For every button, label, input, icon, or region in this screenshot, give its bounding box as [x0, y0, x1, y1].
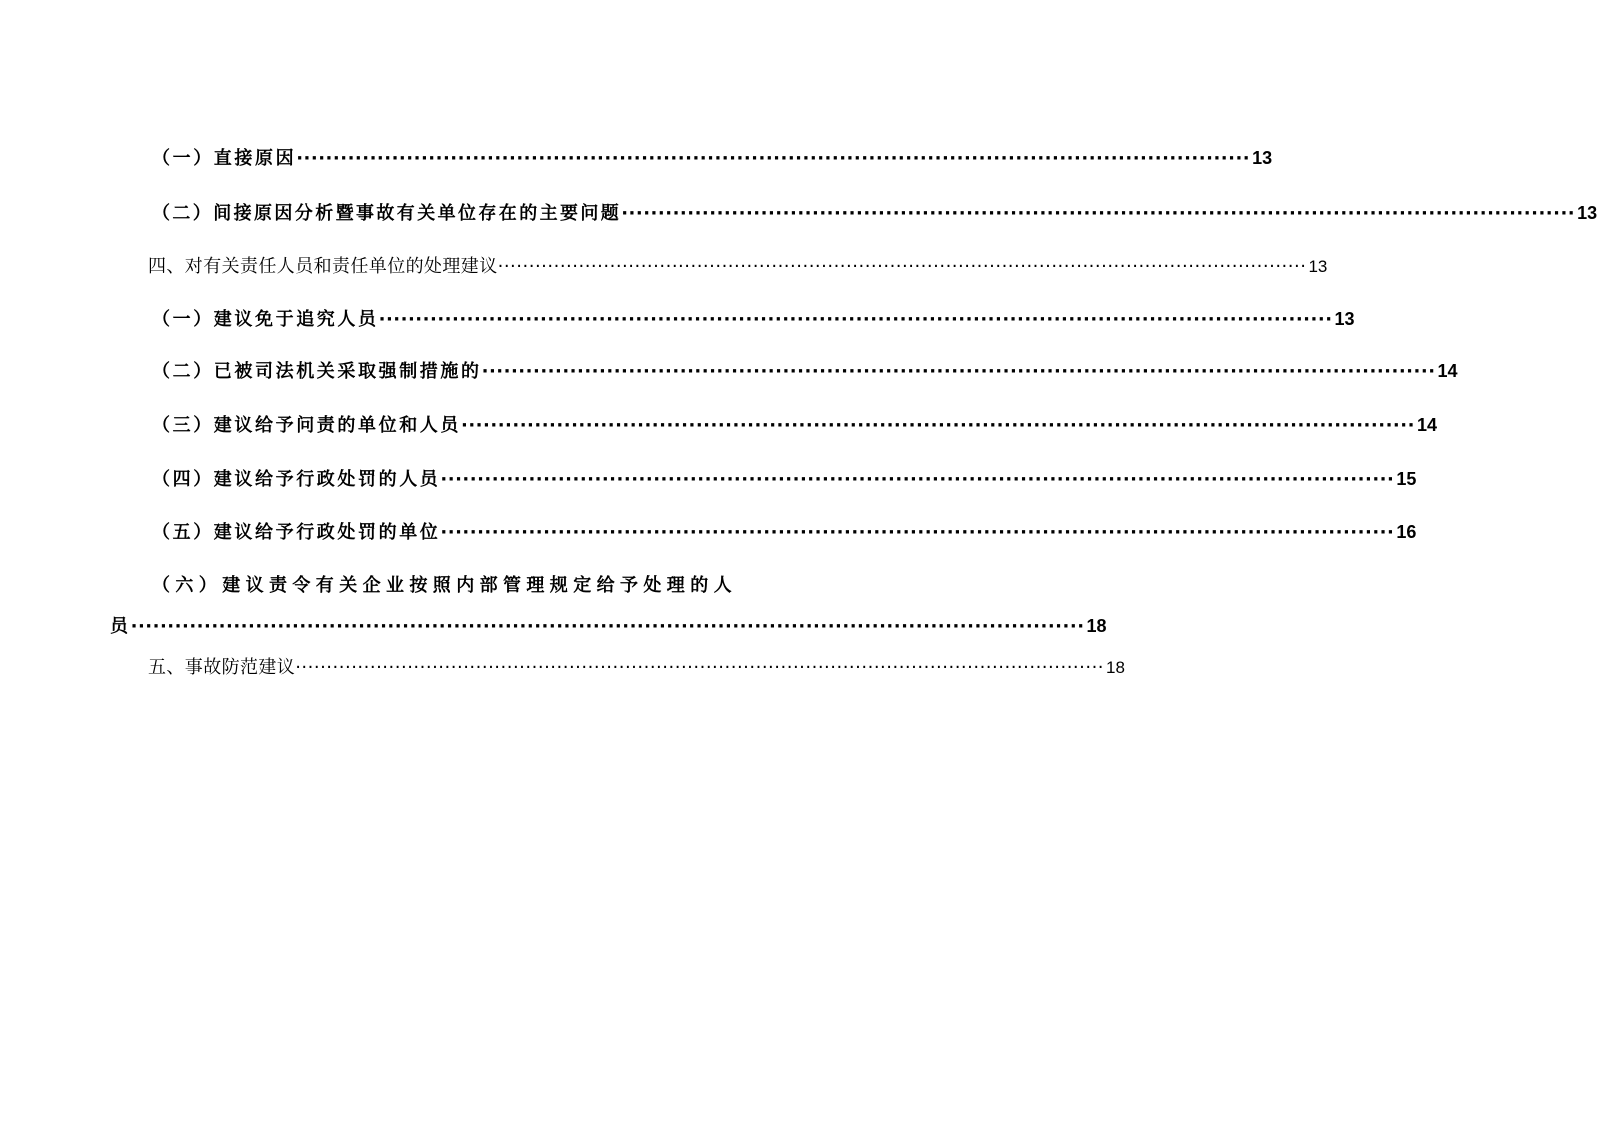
toc-leader-dots: ·································································································································· — [440, 522, 1395, 543]
toc-entry-label: （五）建议给予行政处罚的单位 — [152, 522, 441, 543]
toc-page-number: 16 — [1396, 522, 1417, 542]
toc-entry-label: （一）直接原因 — [152, 148, 297, 169]
toc-leader-dots: ·································································································································· — [440, 469, 1395, 490]
toc-page-number: 13 — [1577, 203, 1597, 223]
toc-page-number: 14 — [1437, 361, 1458, 381]
toc-entry[interactable] — [148, 653, 1125, 679]
toc-entry-label: （二）间接原因分析暨事故有关单位存在的主要问题 — [152, 203, 622, 224]
toc-entry[interactable] — [152, 357, 1458, 383]
toc-entry-label: （二）已被司法机关采取强制措施的 — [152, 361, 482, 382]
toc-entry[interactable] — [148, 252, 1328, 278]
toc-entry-wrapped-second-line[interactable] — [110, 612, 1107, 638]
toc-page-number: 18 — [1086, 616, 1107, 636]
toc-entry[interactable] — [152, 465, 1417, 491]
toc-page-number: 14 — [1416, 415, 1437, 435]
toc-entry-label: 四、对有关责任人员和责任单位的处理建议 — [148, 256, 498, 277]
toc-entry[interactable] — [152, 305, 1355, 331]
toc-entry[interactable] — [152, 199, 1597, 225]
toc-entry-wrapped-first-line[interactable] — [152, 571, 737, 597]
toc-leader-dots: ·································································································································· — [378, 309, 1333, 330]
toc-leader-dots: ·································································································································· — [130, 616, 1085, 637]
toc-entry[interactable] — [152, 411, 1437, 437]
toc-page-number: 13 — [1252, 148, 1273, 168]
toc-entry-label: 员 — [110, 616, 131, 637]
toc-entry-label: （一）建议免于追究人员 — [152, 309, 379, 330]
toc-page-number: 13 — [1334, 309, 1355, 329]
toc-leader-dots: ·································································································································· — [621, 203, 1576, 224]
toc-page-number: 15 — [1396, 469, 1417, 489]
toc-page-number: 18 — [1106, 658, 1125, 677]
toc-leader-dots: ·································································································································· — [461, 415, 1415, 436]
toc-page-number: 13 — [1308, 257, 1328, 276]
toc-entry-label: （六）建议责令有关企业按照内部管理规定给予处理的人 — [152, 575, 737, 596]
toc-entry[interactable] — [152, 144, 1273, 170]
toc-entry-label: 五、事故防范建议 — [148, 657, 296, 678]
toc-entry-label: （四）建议给予行政处罚的人员 — [152, 469, 441, 490]
toc-leader-dots: ·································································································································· — [296, 148, 1251, 169]
toc-leader-dots: ·································································································································· — [497, 256, 1307, 277]
toc-entry[interactable] — [152, 518, 1417, 544]
toc-leader-dots: ·································································································································· — [481, 361, 1436, 382]
toc-leader-dots: ·································································································································· — [295, 657, 1105, 678]
toc-entry-label: （三）建议给予问责的单位和人员 — [152, 415, 461, 436]
